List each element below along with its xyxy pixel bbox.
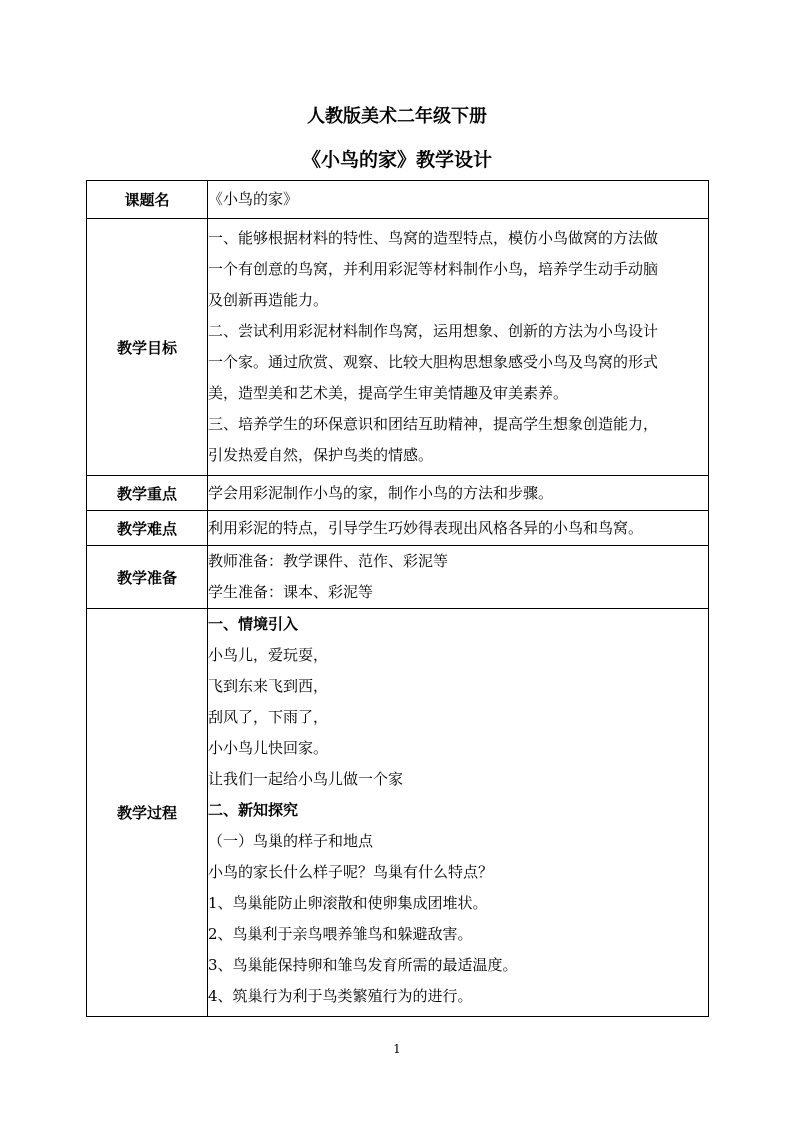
poem-line: 小小鸟儿快回家。	[208, 739, 329, 757]
objectives-line: 一个家。通过欣赏、观察、比较大胆构思想象感受小鸟及鸟窝的形式	[208, 353, 659, 371]
topic-value	[208, 181, 709, 219]
table-row-difficulties	[87, 511, 709, 546]
objectives-line: 一、能够根据材料的特性、鸟窝的造型特点，模仿小鸟做窝的方法做	[208, 229, 659, 247]
poem-line: 飞到东来飞到西，	[208, 677, 329, 695]
preparation-value	[208, 546, 709, 609]
key-points-value	[208, 476, 709, 511]
process-label: 教学过程	[87, 609, 208, 1017]
objectives-line: 美，造型美和艺术美，提高学生审美情趣及审美素养。	[208, 384, 569, 402]
objectives-line: 一个有创意的鸟窝，并利用彩泥等材料制作小鸟，培养学生动手动脑	[208, 260, 659, 278]
objectives-value	[208, 219, 709, 476]
preparation-label: 教学准备	[87, 546, 208, 609]
student-preparation: 学生准备：课本、彩泥等	[208, 583, 374, 601]
objectives-line: 三、培养学生的环保意识和团结互助精神，提高学生想象创造能力，	[208, 415, 659, 433]
key-points-text: 学会用彩泥制作小鸟的家，制作小鸟的方法和步骤。	[208, 483, 554, 502]
table-row-key-points	[87, 476, 709, 511]
section-heading: 一、情境引入	[208, 615, 299, 633]
process-value	[208, 609, 709, 1017]
process-line: 让我们一起给小鸟儿做一个家	[208, 770, 404, 788]
table-row-process	[87, 609, 709, 1017]
subsection-heading: （一）鸟巢的样子和地点	[208, 832, 374, 850]
page-title: 人教版美术二年级下册	[307, 106, 487, 127]
objectives-line: 二、尝试利用彩泥材料制作鸟窝，运用想象、创新的方法为小鸟设计	[208, 322, 659, 340]
section-heading: 二、新知探究	[208, 801, 299, 819]
process-line: 小鸟的家长什么样子呢？鸟巢有什么特点？	[208, 863, 494, 881]
page-subtitle: 《小鸟的家》教学设计	[301, 149, 492, 171]
objectives-label: 教学目标	[87, 219, 208, 476]
topic-text: 《小鸟的家》	[208, 190, 299, 208]
lesson-plan-table	[86, 180, 709, 1017]
objectives-line: 及创新再造能力。	[208, 291, 329, 309]
table-row-topic	[87, 181, 709, 219]
difficulties-text: 利用彩泥的特点，引导学生巧妙得表现出风格各异的小鸟和鸟窝。	[208, 518, 644, 537]
poem-line: 小鸟儿，爱玩耍，	[208, 646, 329, 664]
process-line: 3、鸟巢能保持卵和雏鸟发育所需的最适温度。	[208, 956, 518, 974]
process-line: 4、筑巢行为利于鸟类繁殖行为的进行。	[208, 987, 473, 1005]
table-row-objectives	[87, 219, 709, 476]
difficulties-value	[208, 511, 709, 546]
poem-line: 刮风了，下雨了，	[208, 708, 329, 726]
table-row-preparation	[87, 546, 709, 609]
process-line: 2、鸟巢利于亲鸟喂养雏鸟和躲避敌害。	[208, 925, 473, 943]
process-line: 1、鸟巢能防止卵滚散和使卵集成团堆状。	[208, 894, 488, 912]
difficulties-label: 教学难点	[87, 511, 208, 546]
topic-label: 课题名	[87, 181, 208, 219]
objectives-line: 引发热爱自然，保护鸟类的情感。	[208, 446, 434, 464]
teacher-preparation: 教师准备：教学课件、范作、彩泥等	[208, 552, 449, 570]
page-number: 1	[393, 1042, 401, 1056]
key-points-label: 教学重点	[87, 476, 208, 511]
